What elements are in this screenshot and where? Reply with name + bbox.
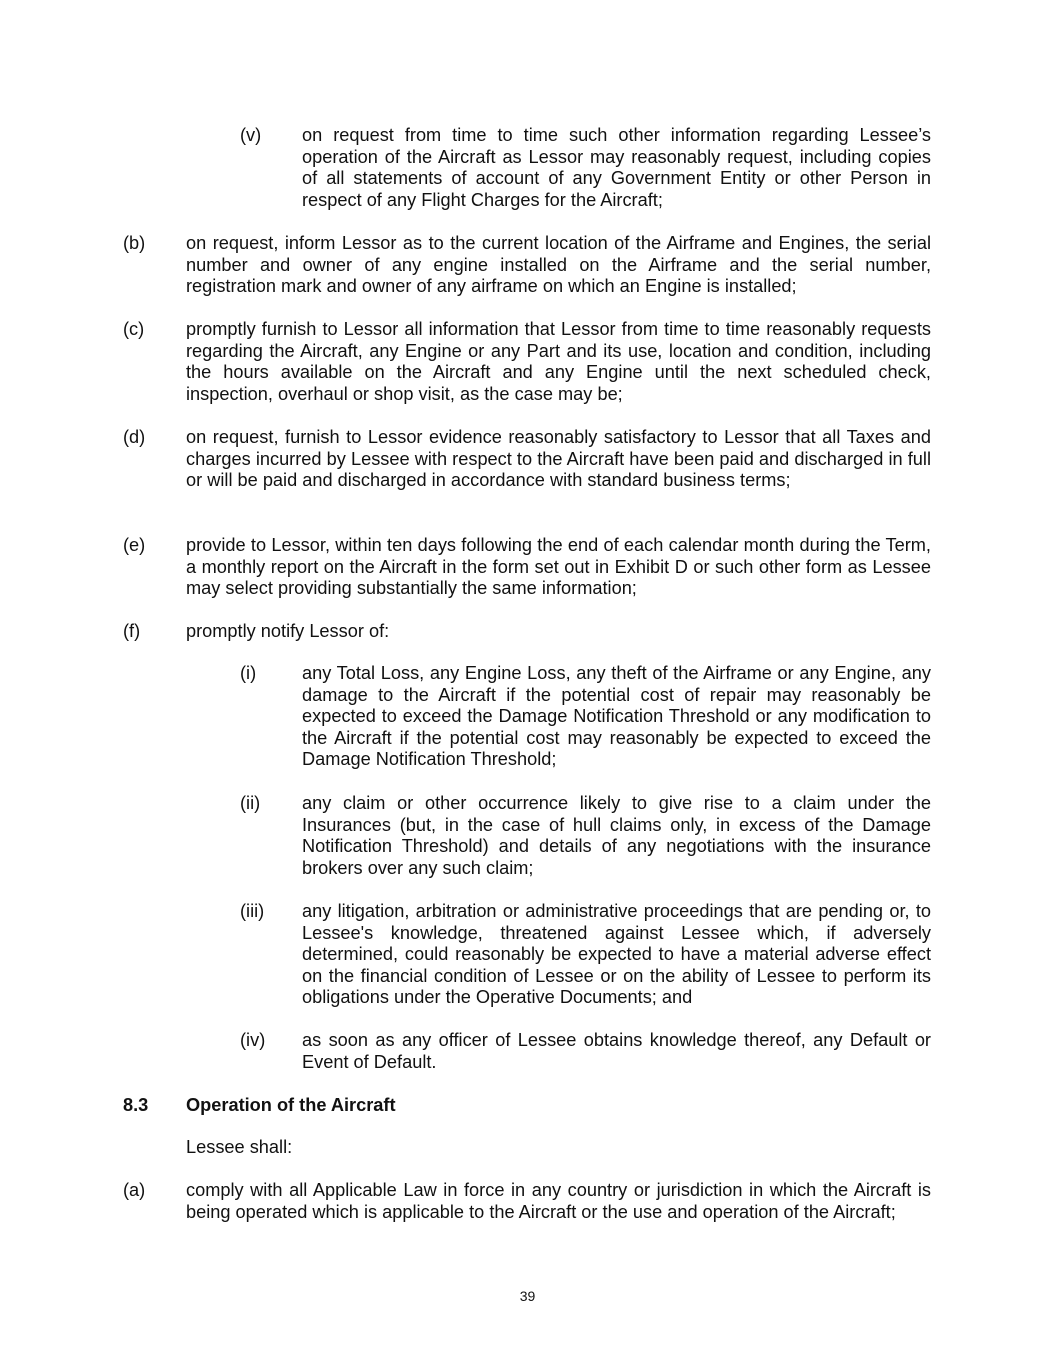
clause-text: on request, inform Lessor as to the current location of the Airframe and Engines, the serial number and owner of any engine installed on the Airframe and the serial number, registration mark and owner of any airframe on which an Engine is installed;	[186, 233, 931, 297]
clause-text: promptly furnish to Lessor all information that Lessor from time to time reasonably requests regarding the Aircraft, any Engine or any Part and its use, location and condition, including the hours available on the Aircraft and any Engine until the next scheduled check, inspection, overhaul or shop visit, as the case may be;	[186, 319, 931, 404]
subclause-label: (iv)	[240, 1030, 266, 1050]
subclause-label: (iii)	[240, 901, 265, 921]
clause-text: provide to Lessor, within ten days following the end of each calendar month during the Term, a monthly report on the Aircraft in the form set out in Exhibit D or such other form as Lessee may select providing substantially the same information;	[186, 535, 931, 599]
clause-text: on request, furnish to Lessor evidence reasonably satisfactory to Lessor that all Taxes and charges incurred by Lessee with respect to the Aircraft have been paid and discharged in full or will be paid and discharged in accordance with standard business terms;	[186, 427, 931, 491]
subclause-label: (i)	[240, 663, 257, 683]
clause-label: (c)	[123, 319, 145, 339]
subclause-text: on request from time to time such other information regarding Lessee’s operation of the Aircraft as Lessor may reasonably request, including copies of all statements of account of any Government Entity or other Person in respect of any Flight Charges for the Aircraft;	[302, 125, 931, 210]
clause-text: comply with all Applicable Law in force in any country or jurisdiction in which the Aircraft is being operated which is applicable to the Aircraft or the use and operation of the Aircraft;	[186, 1180, 931, 1222]
subclause-text: any litigation, arbitration or administrative proceedings that are pending or, to Lessee's knowledge, threatened against Lessee which, if adversely determined, could reasonably be expected to have a material adverse effect on the financial condition of Lessee or on the ability of Lessee to perform its obligations under the Operative Documents; and	[302, 901, 931, 1008]
clause-label: (b)	[123, 233, 146, 253]
subclause-text: any claim or other occurrence likely to give rise to a claim under the Insurances (but, in the case of hull claims only, in excess of the Damage Notification Threshold) and details of any negotiations with the insurance brokers over any such claim;	[302, 793, 931, 878]
clause-label: (e)	[123, 535, 146, 555]
section-number: 8.3	[123, 1095, 149, 1115]
clause-text: promptly notify Lessor of:	[186, 621, 390, 641]
subclause-label: (v)	[240, 125, 262, 145]
clause-label: (d)	[123, 427, 146, 447]
subclause-text: any Total Loss, any Engine Loss, any theft of the Airframe or any Engine, any damage to the Aircraft if the potential cost of repair may reasonably be expected to exceed the Damage Notification Threshold or any modification to the Aircraft if the potential cost may reasonably be expected to exceed the Damage Notification Threshold;	[302, 663, 931, 770]
subclause-label: (ii)	[240, 793, 261, 813]
section-intro-text: Lessee shall:	[186, 1137, 293, 1157]
page-number: 39	[519, 1288, 536, 1304]
clause-label: (f)	[123, 621, 141, 641]
subclause-text: as soon as any officer of Lessee obtains knowledge thereof, any Default or Event of Default.	[302, 1030, 931, 1072]
section-title: Operation of the Aircraft	[186, 1095, 396, 1115]
clause-label: (a)	[123, 1180, 146, 1200]
